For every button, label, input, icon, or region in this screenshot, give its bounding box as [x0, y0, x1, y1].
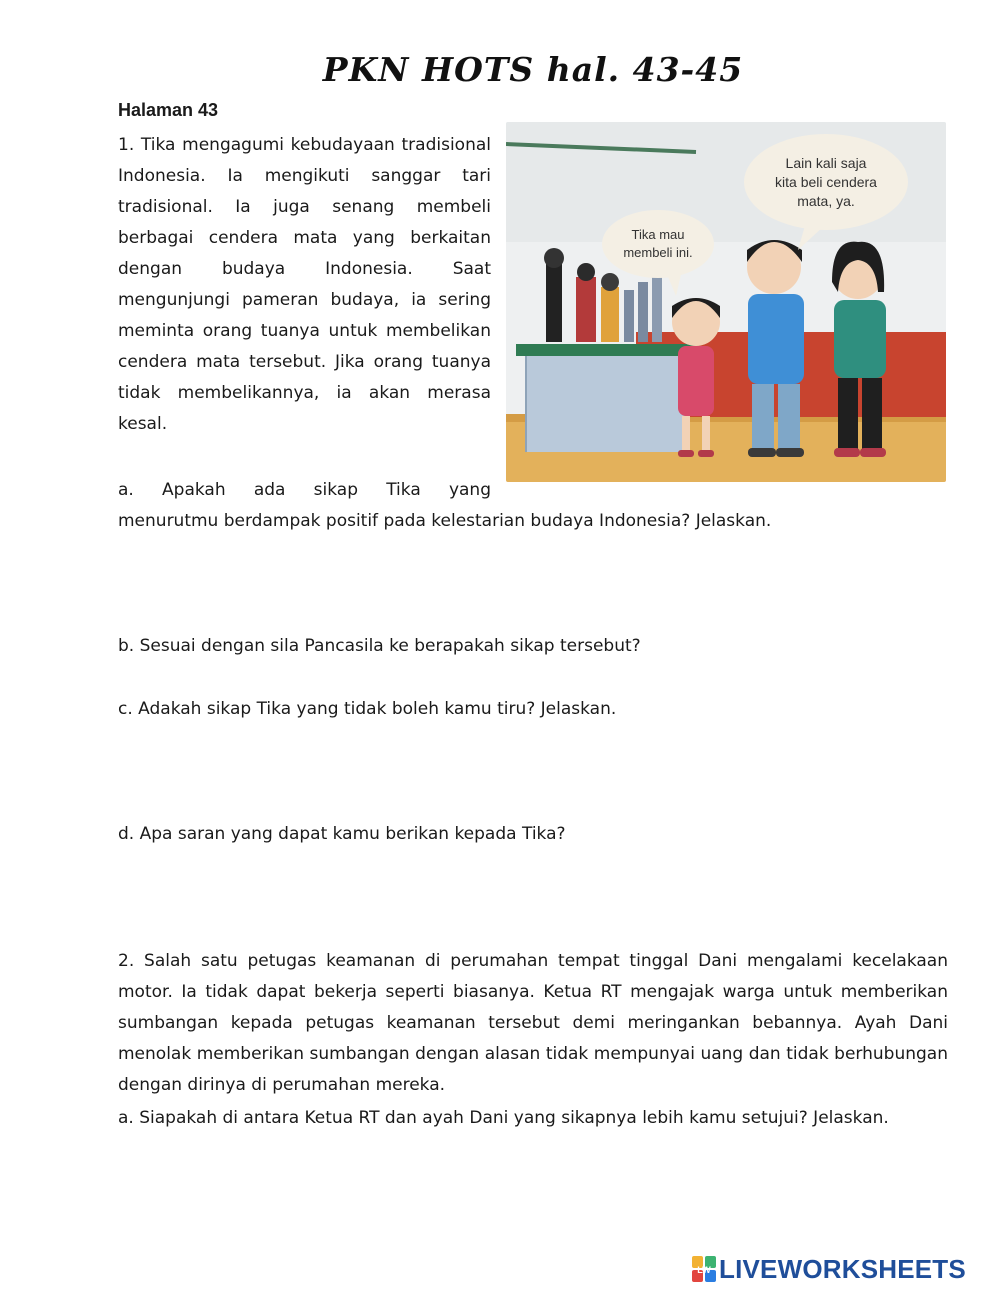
page-title: PKN HOTS hal. 43-45: [322, 50, 744, 89]
logo-letters: LW: [697, 1265, 711, 1275]
bubble-right-line-3: mata, ya.: [797, 193, 855, 209]
liveworksheets-brand: [692, 1254, 966, 1284]
question-1c: c. Adakah sikap Tika yang tidak boleh kamu tiru? Jelaskan.: [118, 699, 617, 719]
liveworksheets-logo-icon: [692, 1256, 716, 1282]
illustration-cultural-exhibition: [506, 122, 946, 482]
question-2-passage: 2. Salah satu petugas keamanan di perumahan tempat tinggal Dani mengalami kecelakaan motor. Ia tidak dapat bekerja seperti biasanya. Ketua RT mengajak warga untuk memberikan sumbangan kepada petugas keamanan tersebut demi meringankan bebannya. Ayah Dani menolak memberikan sumbangan dengan alasan tidak mempunyai uang dan tidak berhubungan dengan dirinya di perumahan mereka.: [118, 951, 948, 1095]
question-1a-line-2: menurutmu berdampak positif pada kelestarian budaya Indonesia? Jelaskan.: [118, 511, 772, 531]
question-1d: d. Apa saran yang dapat kamu berikan kepada Tika?: [118, 824, 566, 844]
bubble-right-line-1: Lain kali saja: [785, 155, 867, 171]
section-heading: Halaman 43: [118, 100, 219, 120]
bubble-left-line-2: membeli ini.: [623, 245, 693, 260]
bubble-left-line-1: Tika mau: [631, 227, 685, 242]
question-1-passage: 1. Tika mengagumi kebudayaan tradisional Indonesia. Ia mengikuti sanggar tari tradisional. Ia juga senang membeli berbagai cendera mata yang berkaitan dengan budaya Indonesia. Saat mengunjungi pameran budaya, ia sering meminta orang tuanya untuk membelikan cendera mata tersebut. Jika orang tuanya tidak membelikannya, ia akan merasa kesal.: [118, 135, 491, 434]
question-1b: b. Sesuai dengan sila Pancasila ke berapakah sikap tersebut?: [118, 636, 641, 656]
question-1a-line-1: a. Apakah ada sikap Tika yang: [118, 480, 491, 500]
brand-name: LIVEWORKSHEETS: [719, 1253, 966, 1284]
question-2a: a. Siapakah di antara Ketua RT dan ayah Dani yang sikapnya lebih kamu setujui? Jelaskan.: [118, 1108, 889, 1128]
bubble-right-line-2: kita beli cendera: [775, 174, 877, 190]
